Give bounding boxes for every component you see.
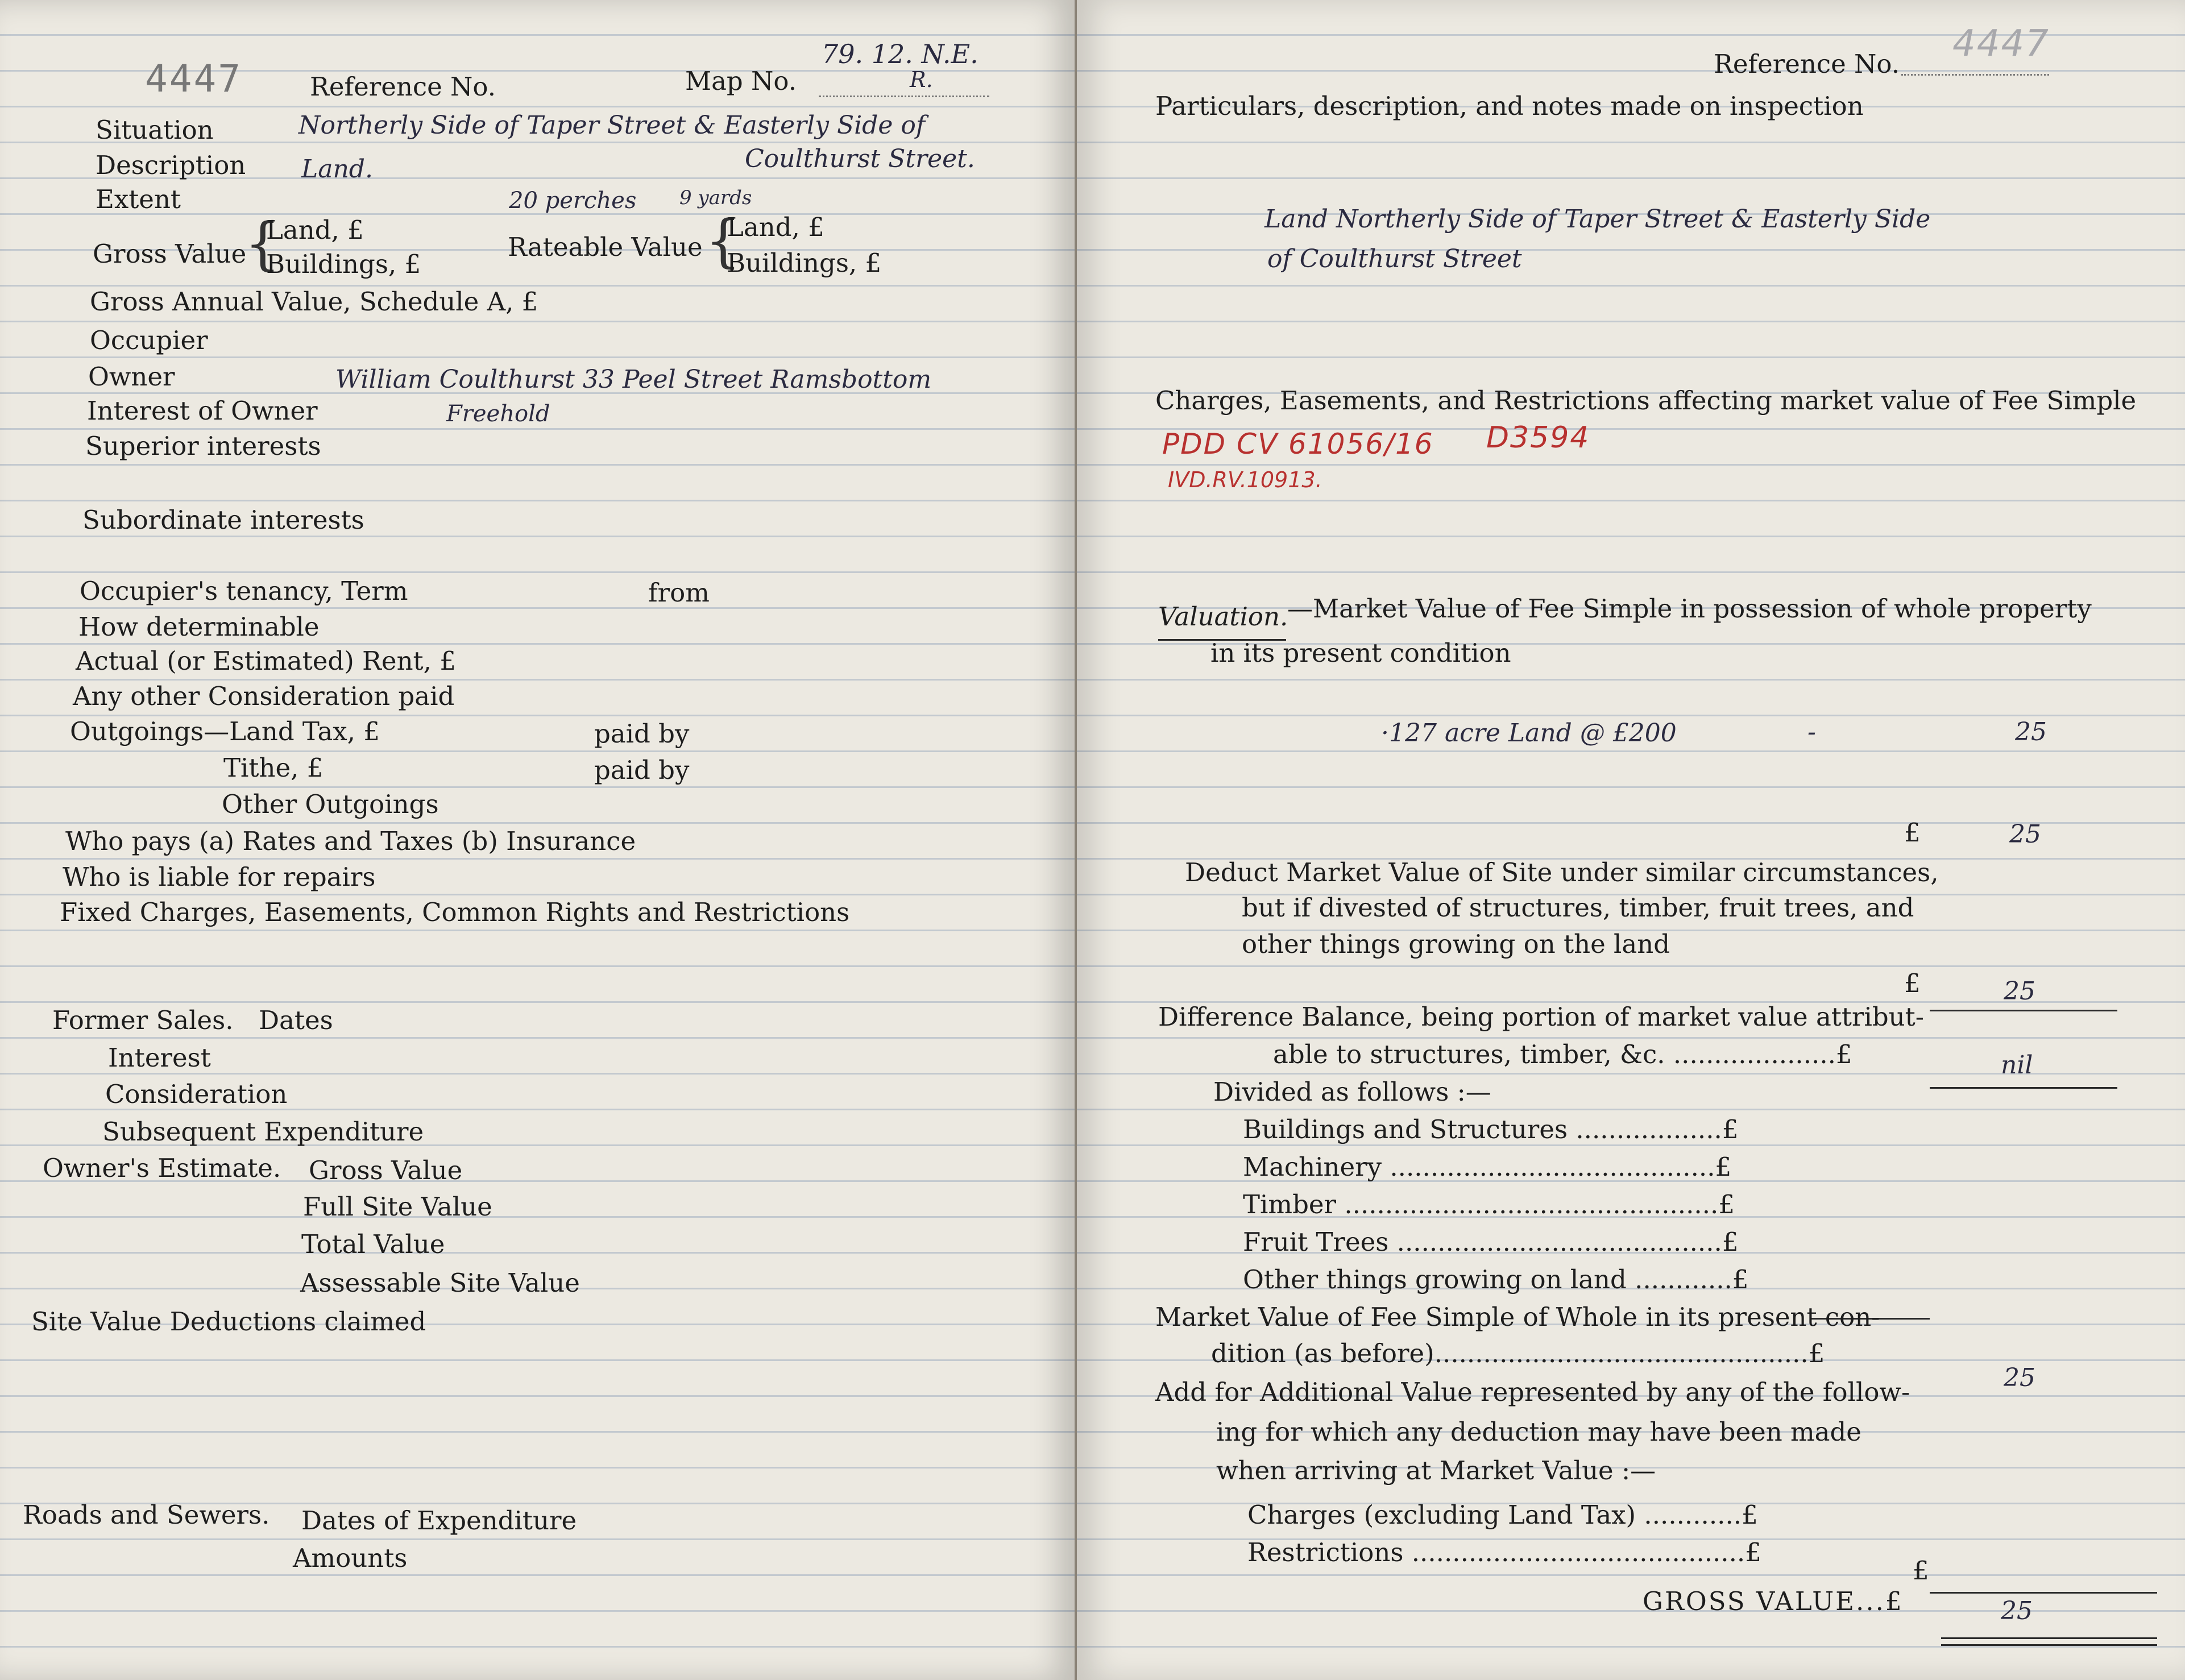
difference-text-1: Difference Balance, being portion of market value attribut- xyxy=(1158,1002,1924,1032)
gross-value-label: Gross Value xyxy=(93,239,247,269)
rateable-land-label: Land, £ xyxy=(727,212,824,242)
other-outgoings-label: Other Outgoings xyxy=(222,789,439,819)
land-tax-paid-by-label: paid by xyxy=(594,719,690,749)
valuation-title: Valuation. xyxy=(1158,602,1288,632)
pound-sign: £ xyxy=(1904,968,1921,998)
market-value-total: 25 xyxy=(2009,820,2041,849)
fixed-charges-label: Fixed Charges, Easements, Common Rights and Restrictions xyxy=(60,897,850,927)
rateable-value-label: Rateable Value xyxy=(508,232,703,262)
owner-label: Owner xyxy=(88,362,175,392)
particulars-line-2: of Coulthurst Street xyxy=(1267,244,1522,273)
former-interest-label: Interest xyxy=(108,1043,211,1073)
who-pays-label: Who pays (a) Rates and Taxes (b) Insurance xyxy=(65,826,636,856)
rateable-buildings-label: Buildings, £ xyxy=(727,248,882,278)
situation-value: Northerly Side of Taper Street & Easterly Side of xyxy=(298,111,926,140)
tenancy-term-label: Occupier's tenancy, Term xyxy=(80,576,408,606)
description-value-2: Coulthurst Street. xyxy=(745,144,975,173)
estimate-total-value-label: Total Value xyxy=(301,1229,445,1259)
gross-value-label: GROSS VALUE...£ xyxy=(1643,1586,1904,1616)
superior-interests-label: Superior interests xyxy=(85,431,321,461)
add-text-1: Add for Additional Value represented by any of the follow- xyxy=(1155,1377,1910,1407)
particulars-line-1: Land Northerly Side of Taper Street & Easterly Side xyxy=(1264,205,1931,234)
gross-annual-value-label: Gross Annual Value, Schedule A, £ xyxy=(90,287,538,317)
description-label: Description xyxy=(96,150,246,180)
interest-of-owner-value: Freehold xyxy=(446,401,550,427)
how-determinable-label: How determinable xyxy=(78,612,320,642)
add-text-2: ing for which any deduction may have been made xyxy=(1216,1417,1861,1447)
dates-of-expenditure-label: Dates of Expenditure xyxy=(301,1505,577,1536)
reference-number-stamp: 4447 xyxy=(145,57,242,101)
valuation-text-2: in its present condition xyxy=(1210,638,1511,668)
reference-no-label: Reference No. xyxy=(1714,49,1900,79)
market-value-text-2: dition (as before)..............................................£ xyxy=(1211,1338,1825,1368)
former-sales-label: Former Sales. xyxy=(52,1005,234,1035)
former-consideration-label: Consideration xyxy=(105,1079,288,1109)
charges-note-2: D3594 xyxy=(1486,421,1590,455)
charges-easements-label: Charges, Easements, and Restrictions affecting market value of Fee Simple xyxy=(1155,385,2137,416)
pound-sign: £ xyxy=(1904,818,1921,848)
interest-of-owner-label: Interest of Owner xyxy=(87,396,318,426)
extent-value-2: 9 yards xyxy=(679,186,752,209)
extent-label: Extent xyxy=(96,184,181,214)
extent-value: 20 perches xyxy=(509,188,637,214)
valuation-calculation: ·127 acre Land @ £200 xyxy=(1381,719,1677,748)
other-things-row: Other things growing on land ............£ xyxy=(1243,1264,1749,1295)
machinery-row: Machinery ........................................£ xyxy=(1243,1152,1732,1182)
map-no-label: Map No. xyxy=(685,66,797,96)
owner-value: William Coulthurst 33 Peel Street Ramsbottom xyxy=(335,365,932,394)
estimate-full-site-label: Full Site Value xyxy=(303,1192,492,1222)
brace-icon: { xyxy=(244,210,281,277)
site-value-deductions-label: Site Value Deductions claimed xyxy=(31,1306,426,1337)
subordinate-interests-label: Subordinate interests xyxy=(82,505,364,535)
difference-text-2: able to structures, timber, &c. ....................£ xyxy=(1273,1039,1852,1069)
left-page xyxy=(0,0,1077,1680)
fruit-trees-row: Fruit Trees ........................................£ xyxy=(1243,1227,1739,1257)
owners-estimate-label: Owner's Estimate. xyxy=(43,1153,281,1183)
valuation-dash: - xyxy=(1807,717,1816,746)
restrictions-row: Restrictions .........................................£ xyxy=(1247,1537,1761,1567)
deduct-text-3: other things growing on the land xyxy=(1242,929,1670,959)
charges-excluding-row: Charges (excluding Land Tax) ............£ xyxy=(1247,1500,1758,1530)
estimate-assessable-label: Assessable Site Value xyxy=(300,1268,580,1298)
subsequent-expenditure-label: Subsequent Expenditure xyxy=(102,1117,424,1147)
occupier-label: Occupier xyxy=(90,325,208,355)
rent-label: Actual (or Estimated) Rent, £ xyxy=(76,646,456,676)
other-consideration-label: Any other Consideration paid xyxy=(73,681,455,711)
tithe-label: Tithe, £ xyxy=(223,753,324,783)
reference-no-label: Reference No. xyxy=(310,72,496,102)
charges-note-3: IVD.RV.10913. xyxy=(1168,467,1322,492)
amounts-label: Amounts xyxy=(293,1543,408,1573)
brace-icon: { xyxy=(705,208,741,274)
market-value-text-1: Market Value of Fee Simple of Whole in its present con- xyxy=(1155,1302,1880,1332)
estimate-gross-value-label: Gross Value xyxy=(309,1155,463,1185)
description-value: Land. xyxy=(301,155,373,184)
valuation-text: —Market Value of Fee Simple in possession of whole property xyxy=(1287,594,2092,624)
timber-row: Timber ..............................................£ xyxy=(1243,1189,1735,1219)
valuation-line-value: 25 xyxy=(2015,717,2047,746)
reference-no-value: 4447 xyxy=(1952,23,2050,65)
gross-land-label: Land, £ xyxy=(266,215,364,245)
gross-buildings-label: Buildings, £ xyxy=(266,249,421,279)
particulars-label: Particulars, description, and notes made on inspection xyxy=(1155,91,1864,121)
buildings-structures-row: Buildings and Structures ..................£ xyxy=(1243,1114,1739,1144)
deduct-text-2: but if divested of structures, timber, fruit trees, and xyxy=(1242,893,1914,923)
deduct-text-1: Deduct Market Value of Site under similar circumstances, xyxy=(1185,857,1939,887)
map-no-value: 79. 12. N.E. xyxy=(822,39,979,69)
deduct-value: 25 xyxy=(2004,977,2035,1006)
add-text-3: when arriving at Market Value :— xyxy=(1216,1455,1656,1486)
tithe-paid-by-label: paid by xyxy=(594,755,690,785)
from-label: from xyxy=(648,578,710,608)
difference-value: nil xyxy=(2001,1051,2033,1080)
charges-note-1: PDD CV 61056/16 xyxy=(1162,428,1434,461)
repairs-liability-label: Who is liable for repairs xyxy=(63,862,376,892)
market-value-whole: 25 xyxy=(2004,1363,2035,1392)
roads-sewers-label: Roads and Sewers. xyxy=(23,1500,270,1530)
right-page xyxy=(1077,0,2185,1680)
situation-label: Situation xyxy=(96,115,214,145)
divided-as-follows-label: Divided as follows :— xyxy=(1213,1077,1491,1107)
outgoings-land-tax-label: Outgoings—Land Tax, £ xyxy=(70,716,380,746)
pound-sign: £ xyxy=(1913,1555,1929,1586)
gross-value-amount: 25 xyxy=(2001,1596,2033,1625)
map-no-sub: R. xyxy=(910,67,933,92)
former-sales-dates-label: Dates xyxy=(259,1005,333,1035)
